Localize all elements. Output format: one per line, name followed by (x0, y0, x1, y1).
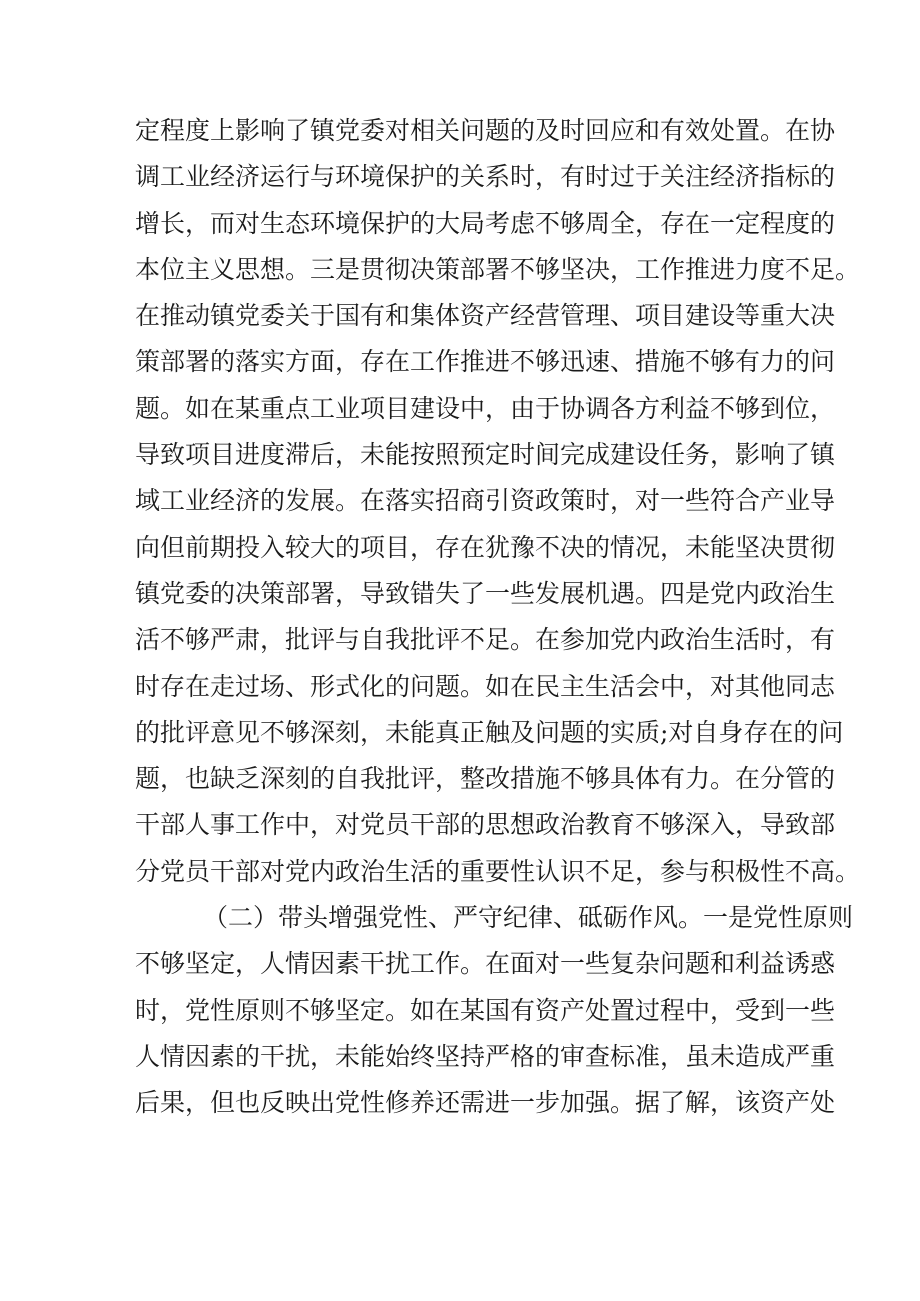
text-line: 导致项目进度滞后，未能按照预定时间完成建设任务，影响了镇 (135, 440, 836, 470)
text-line: 时存在走过场、形式化的问题。如在民主生活会中，对其他同志 (135, 671, 836, 701)
text-line: 本位主义思想。三是贯彻决策部署不够坚决，工作推进力度不足。 (135, 254, 861, 284)
text-line: 镇党委的决策部署，导致错失了一些发展机遇。四是党内政治生 (135, 578, 836, 608)
text-line: 题，也缺乏深刻的自我批评，整改措施不够具体有力。在分管的 (135, 764, 836, 794)
text-line: 定程度上影响了镇党委对相关问题的及时回应和有效处置。在协 (135, 116, 836, 145)
text-line: 增长，而对生态环境保护的大局考虑不够周全，存在一定程度的 (135, 208, 836, 238)
text-line: 域工业经济的发展。在落实招商引资政策时，对一些符合产业导 (135, 486, 836, 516)
text-line: 策部署的落实方面，存在工作推进不够迅速、措施不够有力的问 (135, 347, 836, 377)
section-heading-line: （二）带头增强党性、严守纪律、砥砺作风。一是党性原则 (203, 903, 854, 933)
text-line: 调工业经济运行与环境保护的关系时，有时过于关注经济指标的 (135, 162, 836, 192)
text-line: 题。如在某重点工业项目建设中，由于协调各方利益不够到位， (135, 393, 836, 423)
text-line: 时，党性原则不够坚定。如在某国有资产处置过程中，受到一些 (135, 995, 836, 1025)
text-line: 干部人事工作中，对党员干部的思想政治教育不够深入，导致部 (135, 810, 836, 840)
text-line: 在推动镇党委关于国有和集体资产经营管理、项目建设等重大决 (135, 301, 836, 331)
text-line: 向但前期投入较大的项目，存在犹豫不决的情况，未能坚决贯彻 (135, 532, 836, 562)
body-text (135, 108, 861, 1127)
text-line: 不够坚定，人情因素干扰工作。在面对一些复杂问题和利益诱惑 (135, 949, 836, 979)
text-line: 活不够严肃，批评与自我批评不足。在参加党内政治生活时，有 (135, 625, 836, 655)
text-line: 后果，但也反映出党性修养还需进一步加强。据了解，该资产处 (135, 1088, 836, 1118)
text-line: 人情因素的干扰，未能始终坚持严格的审查标准，虽未造成严重 (135, 1041, 836, 1071)
text-line: 的批评意见不够深刻，未能真正触及问题的实质;对自身存在的问 (135, 717, 844, 747)
text-line: 分党员干部对党内政治生活的重要性认识不足，参与积极性不高。 (135, 856, 861, 886)
